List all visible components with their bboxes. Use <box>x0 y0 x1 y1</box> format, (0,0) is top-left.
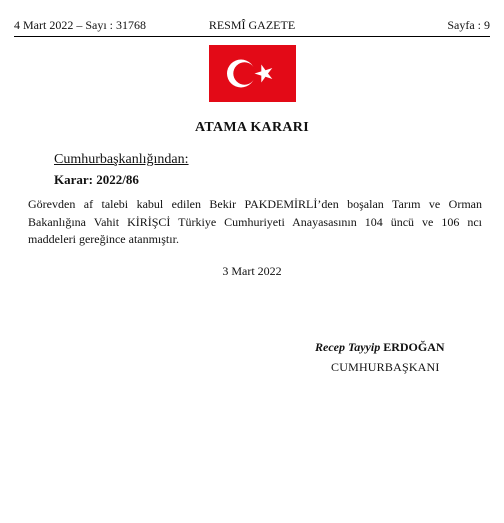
document-title: ATAMA KARARI <box>195 120 309 135</box>
publication-name: RESMÎ GAZETE <box>208 18 296 32</box>
signatory-last-name: ERDOĞAN <box>383 340 445 354</box>
header-rule <box>14 36 490 37</box>
page-number: Sayfa : 9 <box>447 18 490 32</box>
signatory-first-name: Recep Tayyip <box>315 340 381 354</box>
signatory-name <box>315 340 445 355</box>
page-header <box>14 18 490 34</box>
turkish-flag-icon <box>209 45 296 102</box>
decision-date: 3 Mart 2022 <box>222 264 282 278</box>
issue-date: 4 Mart 2022 – Sayı : 31768 <box>14 18 146 32</box>
signatory-title: CUMHURBAŞKANI <box>331 360 440 374</box>
issuing-authority: Cumhurbaşkanlığından: <box>54 152 189 167</box>
decision-number: Karar: 2022/86 <box>54 172 139 187</box>
decision-body: Görevden af talebi kabul edilen Bekir PAKDEMİRLİ’den boşalan Tarım ve Orman Bakanlığına Vahit KİRİŞCİ Türkiye Cumhuriyeti Anayasasının 104 üncü ve 106 ncı maddeleri gereğince atanmıştır. <box>28 197 482 246</box>
